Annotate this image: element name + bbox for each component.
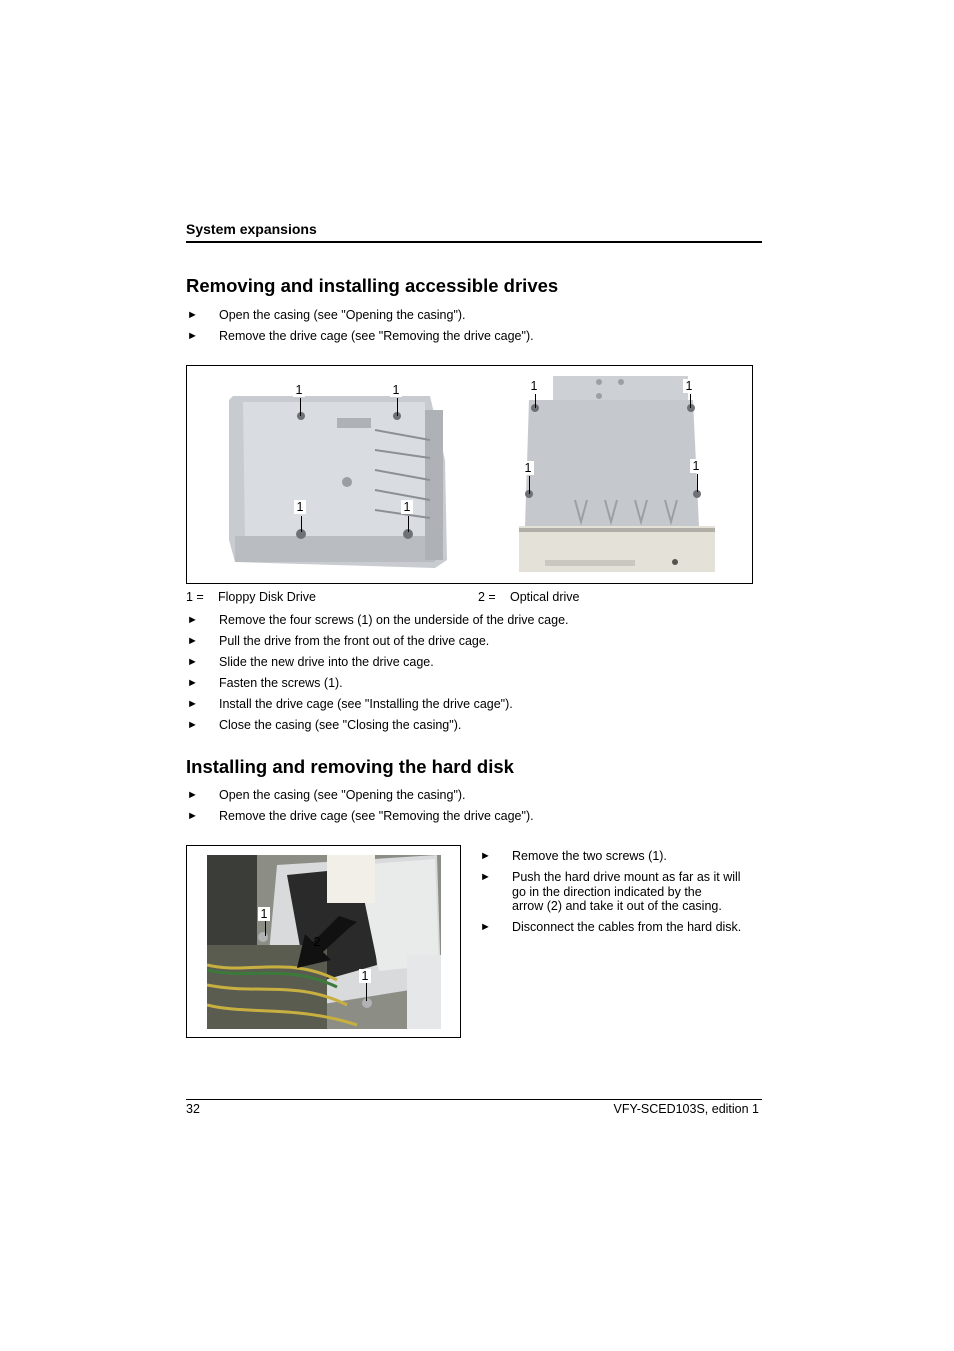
bullet-arrow-icon: ►	[480, 921, 491, 933]
legend-value: Optical drive	[510, 590, 580, 604]
legend-value: Floppy Disk Drive	[218, 590, 316, 604]
bullet-arrow-icon: ►	[187, 614, 198, 626]
callout-label: 1	[528, 379, 540, 393]
callout-leader	[408, 516, 409, 532]
step-text: Fasten the screws (1).	[219, 676, 343, 690]
step-item	[187, 634, 747, 649]
direction-arrow-icon	[293, 916, 357, 972]
callout-leader	[535, 394, 536, 408]
callout-label: 1	[390, 383, 402, 397]
callout-leader	[366, 983, 367, 1001]
step-item	[187, 809, 747, 824]
callout-label: 1	[683, 379, 695, 393]
step-item	[480, 849, 750, 864]
step-text: Remove the drive cage (see "Removing the drive cage").	[219, 809, 534, 823]
step-item	[187, 676, 747, 691]
callout-label: 1	[293, 383, 305, 397]
bullet-arrow-icon: ►	[187, 656, 198, 668]
step-item	[187, 718, 747, 733]
step-item	[187, 655, 747, 670]
callout-label: 1	[401, 500, 413, 514]
bullet-arrow-icon: ►	[187, 789, 198, 801]
floppy-drive-cage-photo	[225, 390, 451, 570]
step-text: Pull the drive from the front out of the drive cage.	[219, 634, 490, 648]
step-item	[187, 613, 747, 628]
bullet-arrow-icon: ►	[187, 698, 198, 710]
drives-figure	[186, 365, 753, 584]
bullet-arrow-icon: ►	[187, 677, 198, 689]
bullet-arrow-icon: ►	[480, 850, 491, 862]
callout-label: 1	[258, 907, 270, 921]
callout-label: 1	[359, 969, 371, 983]
bullet-arrow-icon: ►	[480, 871, 491, 883]
callout-leader	[697, 474, 698, 492]
page-number: 32	[186, 1102, 200, 1116]
bullet-arrow-icon: ►	[187, 309, 198, 321]
legend-key: 2 =	[478, 590, 496, 604]
callout-leader	[301, 516, 302, 532]
step-item	[187, 308, 747, 323]
hard-disk-figure	[186, 845, 461, 1038]
section1-title: Removing and installing accessible drives	[186, 275, 559, 296]
step-item	[480, 920, 750, 935]
step-text: Remove the two screws (1).	[512, 849, 667, 863]
callout-leader	[529, 476, 530, 494]
header-rule	[186, 241, 762, 243]
callout-leader	[397, 398, 398, 416]
step-item	[187, 788, 747, 803]
bullet-arrow-icon: ►	[187, 635, 198, 647]
step-text: Slide the new drive into the drive cage.	[219, 655, 434, 669]
callout-label: 2	[313, 935, 321, 949]
callout-leader	[265, 920, 266, 936]
step-text-line: arrow (2) and take it out of the casing.	[512, 899, 722, 913]
step-text: Disconnect the cables from the hard disk.	[512, 920, 742, 934]
callout-label: 1	[294, 500, 306, 514]
bullet-arrow-icon: ►	[187, 810, 198, 822]
step-item	[480, 870, 750, 915]
callout-leader	[690, 394, 691, 408]
document-id: VFY-SCED103S, edition 1	[613, 1102, 759, 1116]
callout-leader	[300, 398, 301, 416]
step-text-line: go in the direction indicated by the	[512, 885, 702, 899]
optical-drive-cage-photo	[515, 376, 719, 576]
callout-label: 1	[690, 459, 702, 473]
step-text: Remove the drive cage (see "Removing the drive cage").	[219, 329, 534, 343]
callout-label: 1	[522, 461, 534, 475]
section2-title: Installing and removing the hard disk	[186, 756, 514, 777]
footer-rule	[186, 1099, 762, 1100]
step-text: Open the casing (see "Opening the casing").	[219, 788, 466, 802]
step-item	[187, 329, 747, 344]
step-text: Remove the four screws (1) on the underside of the drive cage.	[219, 613, 569, 627]
step-text: Open the casing (see "Opening the casing").	[219, 308, 466, 322]
bullet-arrow-icon: ►	[187, 719, 198, 731]
step-text-line: Push the hard drive mount as far as it will	[512, 870, 741, 884]
legend-key: 1 =	[186, 590, 204, 604]
running-header: System expansions	[186, 221, 317, 237]
step-item	[187, 697, 747, 712]
step-text: Install the drive cage (see "Installing the drive cage").	[219, 697, 513, 711]
bullet-arrow-icon: ►	[187, 330, 198, 342]
step-text: Close the casing (see "Closing the casing").	[219, 718, 462, 732]
